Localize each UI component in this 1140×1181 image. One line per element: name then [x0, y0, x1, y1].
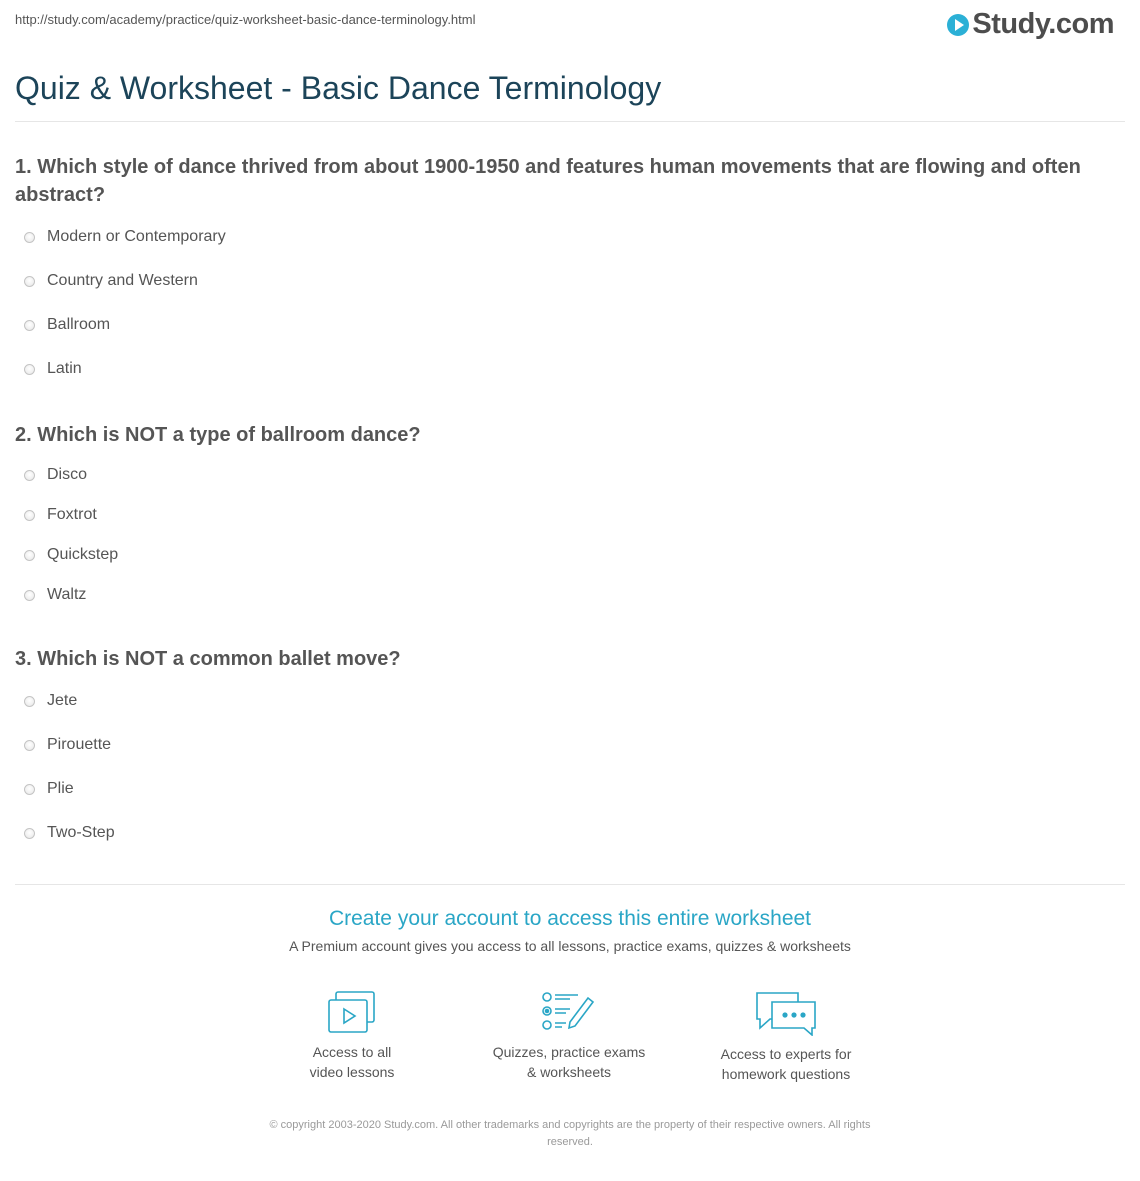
feature-quizzes [469, 990, 669, 1082]
feature-experts [686, 990, 886, 1084]
radio-button[interactable] [24, 590, 35, 601]
radio-button[interactable] [24, 232, 35, 243]
option-label: Two-Step [47, 824, 115, 841]
question-2: 2. Which is NOT a type of ballroom dance? [15, 424, 421, 446]
option-label: Ballroom [47, 316, 111, 333]
radio-button[interactable] [24, 364, 35, 375]
feature-label: Access to all video lessons [309, 1044, 395, 1080]
radio-button[interactable] [24, 740, 35, 751]
study-logo[interactable] [947, 8, 1114, 41]
play-logo-icon [947, 14, 969, 36]
answer-option[interactable] [24, 360, 82, 378]
radio-button[interactable] [24, 550, 35, 561]
answer-option[interactable] [24, 272, 198, 290]
feature-video-lessons [252, 990, 452, 1082]
feature-label: Access to experts for homework questions [720, 1046, 852, 1082]
page-title: Quiz & Worksheet - Basic Dance Terminology [15, 70, 662, 106]
question-3: 3. Which is NOT a common ballet move? [15, 648, 401, 670]
option-label: Latin [47, 360, 82, 377]
answer-option[interactable] [24, 466, 87, 484]
answer-option[interactable] [24, 780, 74, 798]
chat-experts-icon [754, 990, 818, 1036]
answer-option[interactable] [24, 824, 115, 842]
divider [15, 884, 1125, 885]
premium-description: A Premium account gives you access to all lessons, practice exams, quizzes & worksheets [289, 938, 851, 954]
option-label: Modern or Contemporary [47, 228, 226, 245]
answer-option[interactable] [24, 316, 110, 334]
radio-button[interactable] [24, 276, 35, 287]
answer-option[interactable] [24, 586, 86, 604]
radio-button[interactable] [24, 784, 35, 795]
answer-option[interactable] [24, 228, 226, 246]
radio-button[interactable] [24, 828, 35, 839]
option-label: Jete [47, 692, 78, 709]
quiz-checklist-icon [540, 990, 598, 1034]
answer-option[interactable] [24, 692, 77, 710]
page-url: http://study.com/academy/practice/quiz-worksheet-basic-dance-terminology.html [15, 12, 476, 27]
answer-option[interactable] [24, 736, 111, 754]
answer-option[interactable] [24, 546, 118, 564]
radio-button[interactable] [24, 696, 35, 707]
create-account-link[interactable]: Create your account to access this entire worksheet [328, 907, 812, 930]
radio-button[interactable] [24, 470, 35, 481]
option-label: Quickstep [47, 546, 119, 563]
option-label: Plie [47, 780, 74, 797]
option-label: Disco [47, 466, 88, 483]
copyright-notice: © copyright 2003-2020 Study.com. All other trademarks and copyrights are the property of their respective owners. All rights reserved. [269, 1119, 871, 1148]
option-label: Country and Western [47, 272, 198, 289]
radio-button[interactable] [24, 510, 35, 521]
option-label: Waltz [47, 586, 87, 603]
logo-text: Study.com [972, 8, 1114, 40]
answer-option[interactable] [24, 506, 97, 524]
radio-button[interactable] [24, 320, 35, 331]
feature-label: Quizzes, practice exams & worksheets [492, 1044, 646, 1080]
video-lessons-icon [326, 990, 378, 1034]
question-1: 1. Which style of dance thrived from about 1900-1950 and features human movements that are flowing and often abstract? [15, 156, 1081, 206]
option-label: Foxtrot [47, 506, 97, 523]
option-label: Pirouette [47, 736, 112, 753]
divider [15, 121, 1125, 122]
